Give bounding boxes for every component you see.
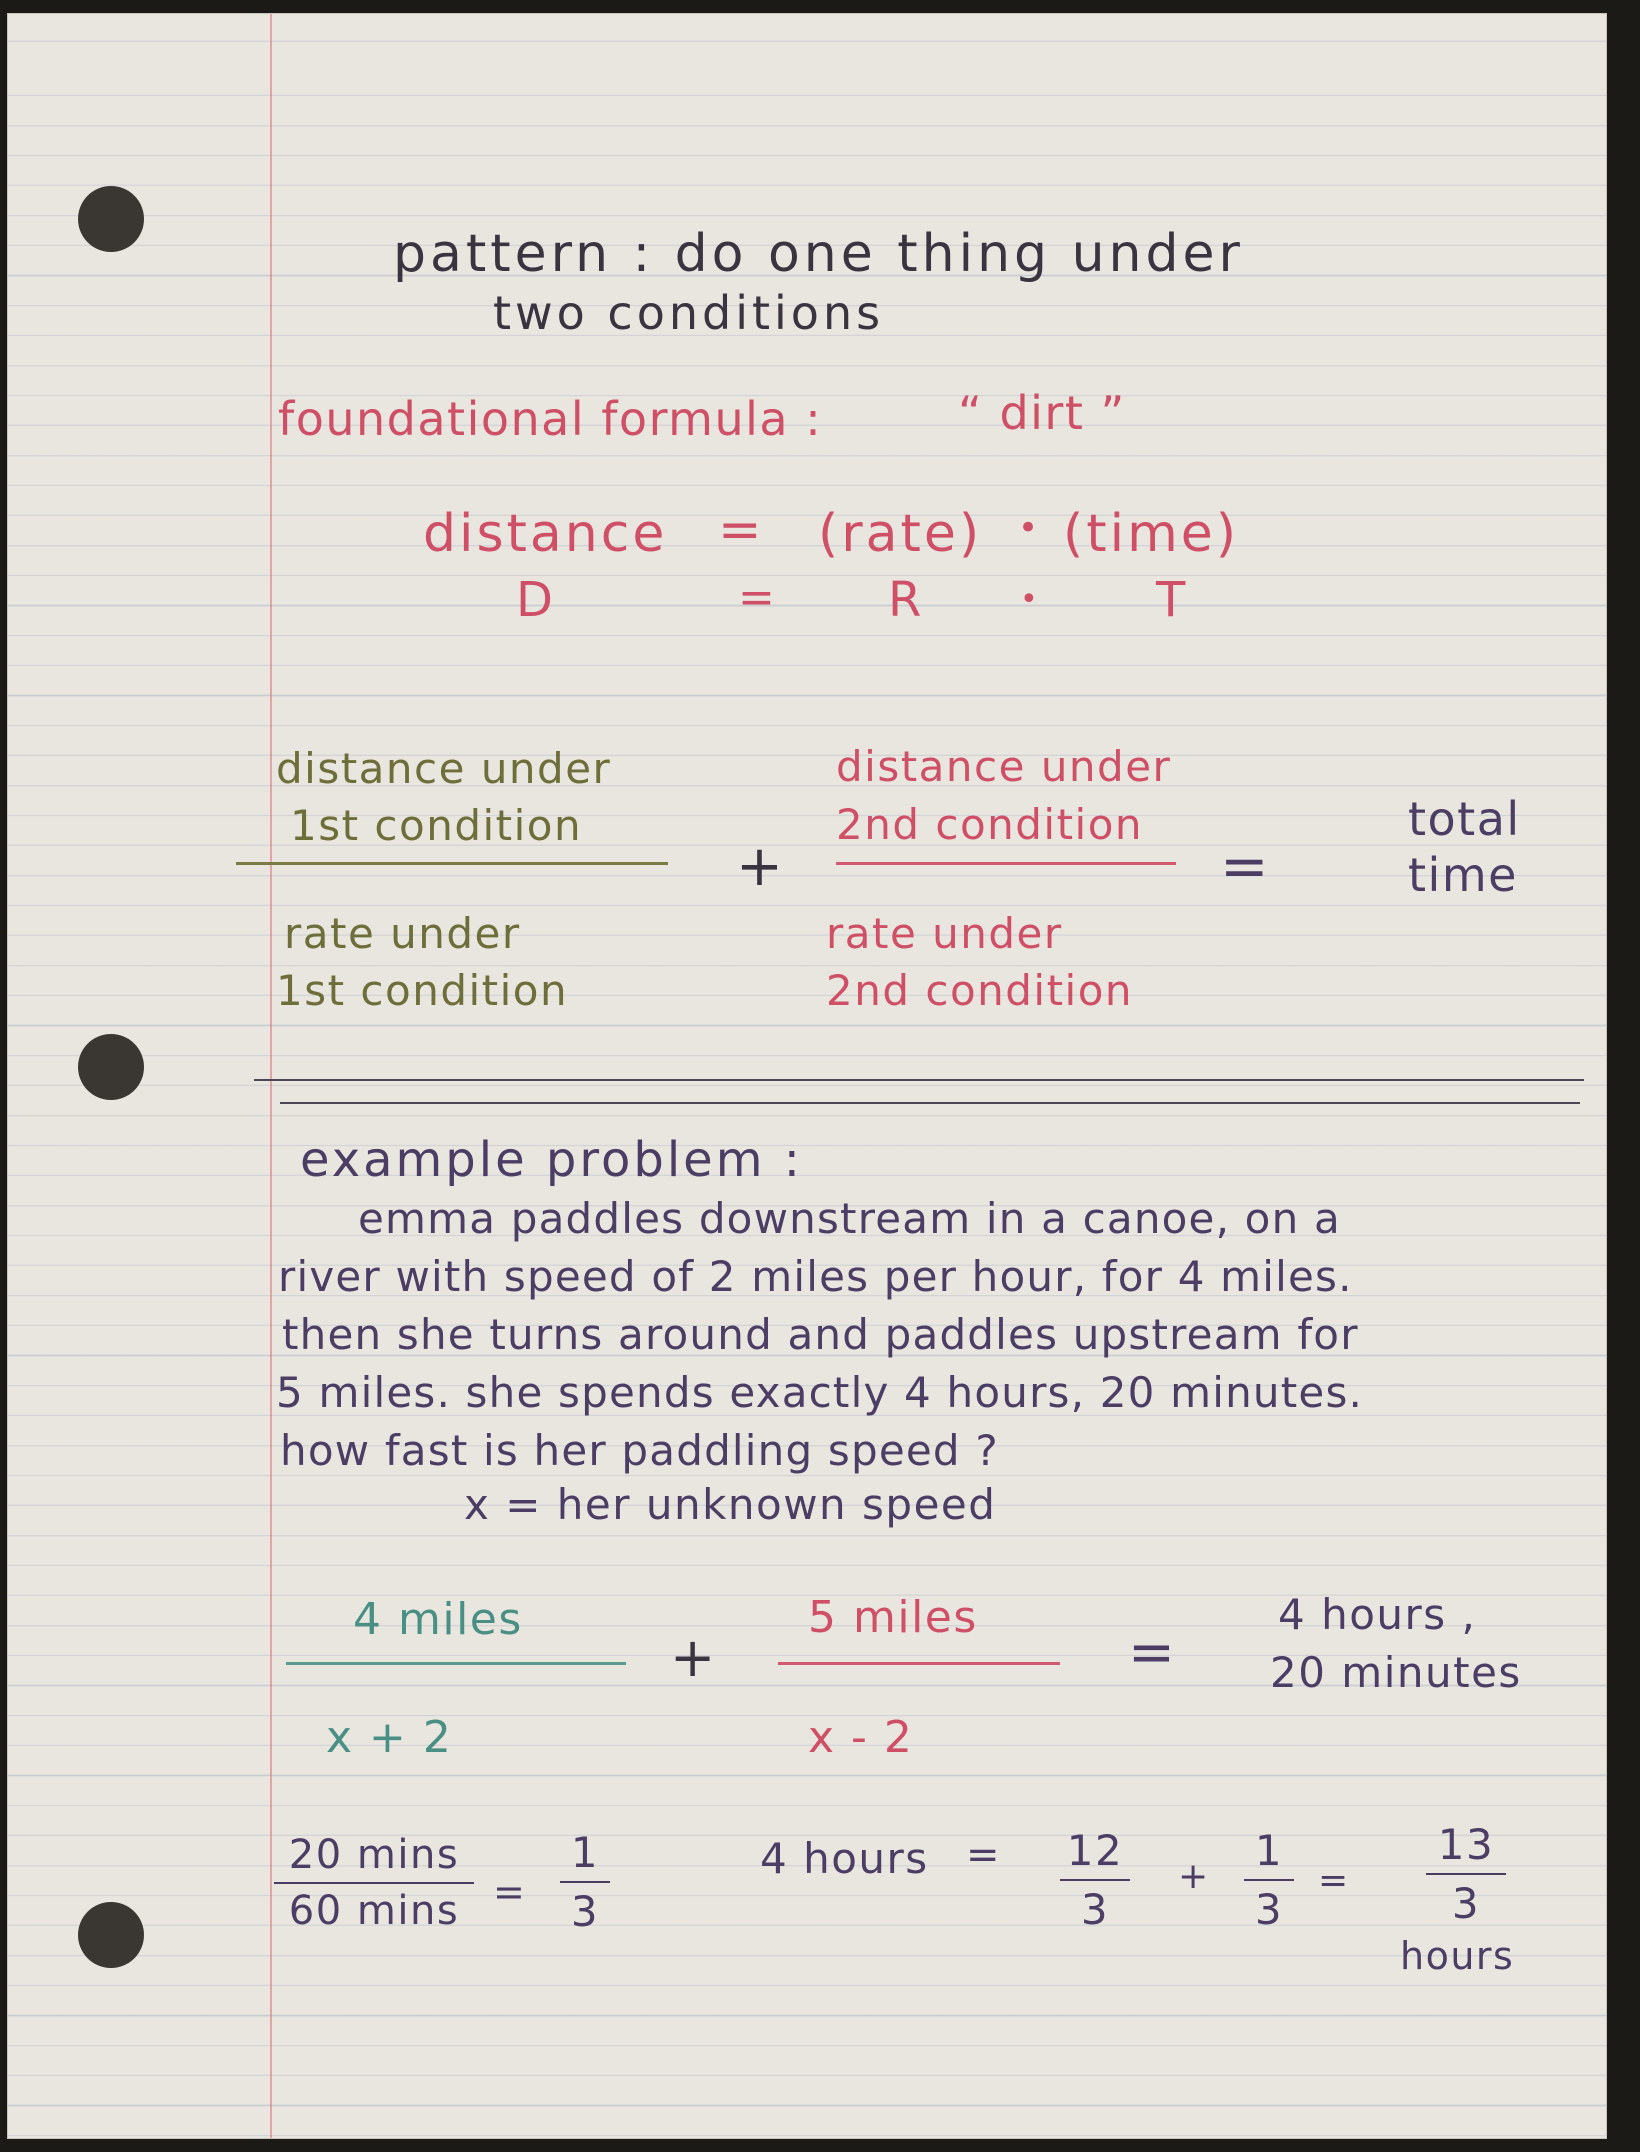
margin-line <box>270 14 272 2138</box>
conversion-eq2: = <box>966 1832 1002 1878</box>
example-line-2: river with speed of 2 miles per hour, for 4 miles. <box>278 1252 1353 1301</box>
equation-den1: x + 2 <box>326 1712 453 1763</box>
conversion-frac5-bar <box>1426 1873 1506 1875</box>
binder-hole-top <box>78 186 144 252</box>
general-rhs-line1: total <box>1408 792 1521 846</box>
general-num2-line1: distance under <box>836 742 1172 791</box>
conversion-frac3-bar <box>1060 1879 1130 1881</box>
notebook-page <box>8 14 1606 2138</box>
equation-rhs-line2: 20 minutes <box>1270 1648 1522 1697</box>
formula-symbol-d: D <box>516 572 555 628</box>
conversion-hours-label: 4 hours <box>760 1834 929 1883</box>
conversion-frac2-bar <box>560 1881 610 1883</box>
conversion-plus: + <box>1178 1856 1210 1897</box>
conversion-frac5-den: 3 <box>1451 1879 1481 1928</box>
formula-word-distance: distance <box>423 504 668 564</box>
general-num1-line1: distance under <box>276 744 612 793</box>
conversion-fraction-third <box>560 1828 610 1936</box>
title-line-2: two conditions <box>493 286 885 340</box>
example-line-1: emma paddles downstream in a canoe, on a <box>358 1194 1341 1243</box>
equation-fraction-bar-1 <box>286 1662 626 1665</box>
example-line-3: then she turns around and paddles upstream for <box>282 1310 1359 1359</box>
conversion-frac3-den: 3 <box>1080 1885 1110 1934</box>
binder-hole-bottom <box>78 1902 144 1968</box>
title-line-1: pattern : do one thing under <box>393 224 1244 284</box>
formula-word-dot: • <box>1018 508 1040 548</box>
conversion-frac4-den: 3 <box>1254 1885 1284 1934</box>
conversion-fraction-one-third <box>1244 1826 1294 1934</box>
general-fraction-bar-1 <box>236 862 668 865</box>
formula-symbol-r: R <box>888 572 923 628</box>
conversion-fraction-twelve-thirds <box>1060 1826 1130 1934</box>
conversion-fraction-thirteen-thirds <box>1426 1820 1506 1928</box>
equation-num2: 5 miles <box>808 1592 978 1643</box>
binder-hole-middle <box>78 1034 144 1100</box>
general-den1-line2: 1st condition <box>276 966 569 1015</box>
example-variable: x = her unknown speed <box>464 1480 997 1529</box>
example-line-5: how fast is her paddling speed ? <box>280 1426 999 1475</box>
conversion-frac1-bar <box>274 1882 474 1884</box>
conversion-frac2-num: 1 <box>570 1828 600 1877</box>
separator-line-2 <box>280 1102 1580 1104</box>
example-heading: example problem : <box>300 1132 803 1188</box>
conversion-frac1-den: 60 mins <box>288 1888 460 1934</box>
formula-word-time: (time) <box>1063 504 1240 564</box>
equation-num1: 4 miles <box>353 1594 523 1645</box>
conversion-unit-hours: hours <box>1400 1934 1515 1978</box>
general-rhs-line2: time <box>1408 848 1518 902</box>
general-den2-line2: 2nd condition <box>826 966 1134 1015</box>
general-num2-line2: 2nd condition <box>836 800 1144 849</box>
conversion-frac5-num: 13 <box>1437 1820 1495 1869</box>
equation-rhs-line1: 4 hours , <box>1278 1590 1477 1639</box>
conversion-fraction-minutes <box>274 1832 474 1934</box>
formula-symbol-dot: • <box>1020 582 1040 617</box>
formula-symbol-t: T <box>1156 572 1187 628</box>
conversion-frac2-den: 3 <box>570 1887 600 1936</box>
conversion-frac1-num: 20 mins <box>288 1832 460 1878</box>
example-line-4: 5 miles. she spends exactly 4 hours, 20 minutes. <box>276 1368 1364 1417</box>
general-num1-line2: 1st condition <box>290 801 583 850</box>
conversion-eq1: = <box>493 1870 527 1914</box>
conversion-eq3: = <box>1318 1860 1350 1901</box>
general-plus: + <box>736 834 785 899</box>
general-den2-line1: rate under <box>826 909 1063 958</box>
formula-word-equals: = <box>718 500 764 560</box>
equation-plus: + <box>670 1626 717 1689</box>
conversion-frac4-bar <box>1244 1879 1294 1881</box>
equation-equals: = <box>1128 1620 1177 1685</box>
conversion-frac3-num: 12 <box>1066 1826 1124 1875</box>
separator-line-1 <box>254 1079 1584 1081</box>
formula-word-rate: (rate) <box>818 504 983 564</box>
general-equals: = <box>1220 832 1271 900</box>
general-den1-line1: rate under <box>284 909 521 958</box>
equation-den2: x - 2 <box>808 1712 914 1763</box>
formula-nickname: “ dirt ” <box>958 386 1126 440</box>
formula-heading: foundational formula : <box>278 392 823 446</box>
conversion-frac4-num: 1 <box>1254 1826 1284 1875</box>
general-fraction-bar-2 <box>836 862 1176 865</box>
equation-fraction-bar-2 <box>778 1662 1060 1665</box>
formula-symbol-equals: = <box>738 572 777 623</box>
